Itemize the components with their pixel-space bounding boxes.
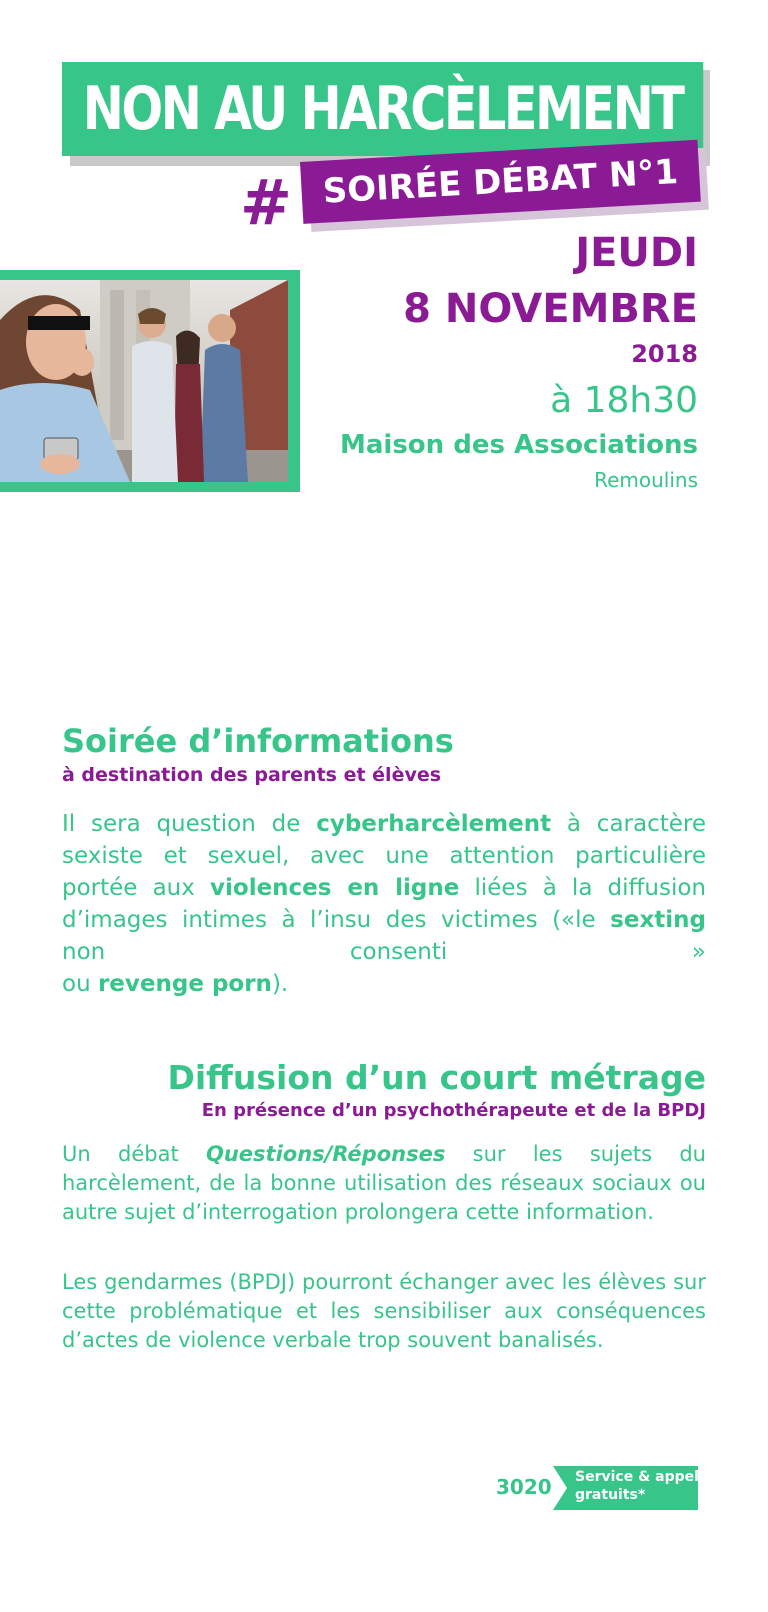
event-venue: Maison des Associations xyxy=(340,430,698,460)
event-date: 8 NOVEMBRE xyxy=(403,286,698,332)
badge-line-2: gratuits* xyxy=(575,1487,646,1503)
helpline-badge-text xyxy=(575,1468,699,1504)
section2-title: Diffusion d’un court métrage xyxy=(167,1058,706,1097)
body-text: ). xyxy=(271,971,289,997)
body-last-line xyxy=(62,968,706,1000)
body-text: à caractère sexiste et sexuel, avec une attention particulière portée aux xyxy=(62,811,707,901)
badge-line-1: Service & appel xyxy=(575,1469,699,1485)
helpline-number: 3020 xyxy=(496,1475,552,1499)
section2-paragraph-2: Les gendarmes (BPDJ) pourront échanger avec les élèves sur cette problématique et les sensibiliser aux conséquences d’actes de violence verbale trop souvent banalisés. xyxy=(62,1270,706,1352)
body-bold-text: cyberharcèlement xyxy=(316,811,552,837)
page-title: NON AU HARCÈLEMENT xyxy=(62,62,703,156)
event-town: Remoulins xyxy=(594,468,698,492)
section2-paragraph-1 xyxy=(62,1140,706,1227)
subtitle-tag: SOIRÉE DÉBAT N°1 xyxy=(300,140,701,224)
body-text: ou xyxy=(62,971,98,997)
body-text: sur les sujets du harcèlement, de la bonne utilisation des réseaux sociaux ou autre sujet d’interrogation prolongera cette information. xyxy=(62,1142,706,1224)
body-bold-text: sexting xyxy=(610,907,706,933)
section1-subtitle: à destination des parents et élèves xyxy=(62,764,442,786)
event-photo xyxy=(0,280,288,482)
body-bold-text: violences en ligne xyxy=(210,875,460,901)
section1-body xyxy=(62,808,706,1000)
body-emphasis-text: Questions/Réponses xyxy=(205,1142,446,1166)
event-day: JEUDI xyxy=(575,230,698,276)
hashtag-symbol: # xyxy=(240,166,292,239)
section2-subtitle: En présence d’un psychothérapeute et de la BPDJ xyxy=(201,1100,706,1121)
photo-illustration xyxy=(0,280,288,482)
section1-title: Soirée d’informations xyxy=(62,722,454,760)
body-bold-text: revenge porn xyxy=(97,971,272,997)
body-text: Il sera question de xyxy=(62,811,317,837)
body-text: Un débat xyxy=(62,1142,206,1166)
body-text: liées à la diffusion d’images intimes à l’insu des victimes («le xyxy=(62,875,706,933)
event-year: 2018 xyxy=(631,340,698,368)
event-time: à 18h30 xyxy=(550,380,698,421)
body-text: non consenti » xyxy=(62,939,706,965)
